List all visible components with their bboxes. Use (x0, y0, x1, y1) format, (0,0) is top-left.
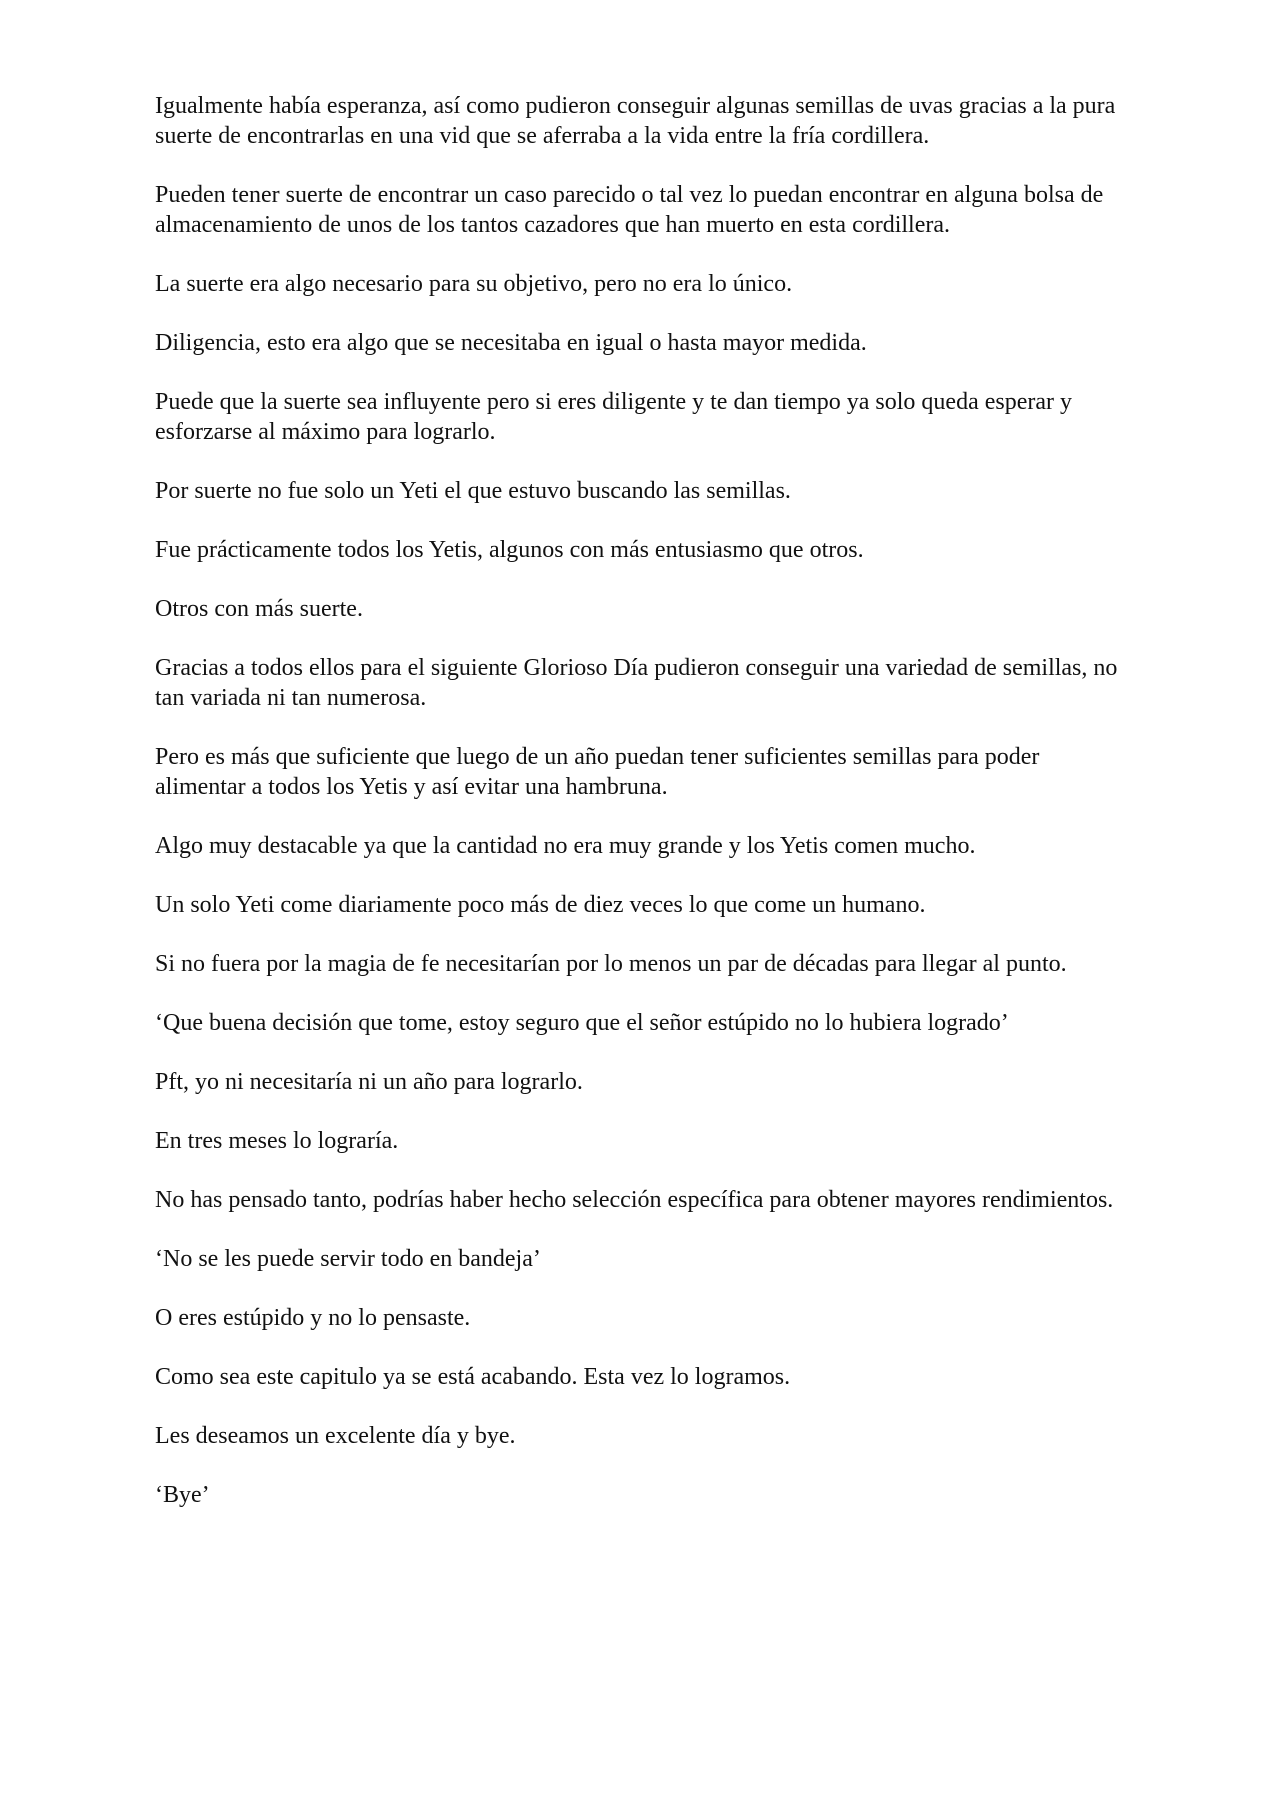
paragraph: En tres meses lo lograría. (155, 1128, 399, 1154)
paragraph: Pueden tener suerte de encontrar un caso parecido o tal vez lo puedan encontrar en alguna bolsa de almacenamiento de unos de los tantos cazadores que han muerto en esta cordillera. (155, 182, 1104, 238)
paragraph: Pero es más que suficiente que luego de un año puedan tener suficientes semillas para poder alimentar a todos los Yetis y así evitar una hambruna. (155, 744, 1040, 800)
paragraph: Algo muy destacable ya que la cantidad no era muy grande y los Yetis comen mucho. (155, 833, 976, 859)
paragraph: Les deseamos un excelente día y bye. (155, 1423, 516, 1449)
paragraph: ‘Bye’ (155, 1482, 210, 1508)
paragraph: Un solo Yeti come diariamente poco más de diez veces lo que come un humano. (155, 892, 926, 918)
paragraph: O eres estúpido y no lo pensaste. (155, 1305, 471, 1331)
paragraph: Pft, yo ni necesitaría ni un año para lograrlo. (155, 1069, 583, 1095)
paragraph: La suerte era algo necesario para su objetivo, pero no era lo único. (155, 271, 793, 297)
paragraph: Otros con más suerte. (155, 596, 363, 622)
body-text (155, 91, 1135, 1539)
paragraph: Como sea este capitulo ya se está acabando. Esta vez lo logramos. (155, 1364, 791, 1390)
paragraph: Puede que la suerte sea influyente pero si eres diligente y te dan tiempo ya solo queda esperar y esforzarse al máximo para lograrlo. (155, 389, 1073, 445)
paragraph: ‘Que buena decisión que tome, estoy seguro que el señor estúpido no lo hubiera logrado’ (155, 1010, 1009, 1036)
paragraph: Fue prácticamente todos los Yetis, algunos con más entusiasmo que otros. (155, 537, 864, 563)
paragraph: ‘No se les puede servir todo en bandeja’ (155, 1246, 541, 1272)
paragraph: Por suerte no fue solo un Yeti el que estuvo buscando las semillas. (155, 478, 791, 504)
paragraph: Gracias a todos ellos para el siguiente Glorioso Día pudieron conseguir una variedad de semillas, no tan variada ni tan numerosa. (155, 655, 1118, 711)
paragraph: Si no fuera por la magia de fe necesitarían por lo menos un par de décadas para llegar al punto. (155, 951, 1067, 977)
paragraph: Diligencia, esto era algo que se necesitaba en igual o hasta mayor medida. (155, 330, 867, 356)
paragraph: No has pensado tanto, podrías haber hecho selección específica para obtener mayores rendimientos. (155, 1187, 1114, 1213)
paragraph: Igualmente había esperanza, así como pudieron conseguir algunas semillas de uvas gracias a la pura suerte de encontrarlas en una vid que se aferraba a la vida entre la fría cordillera. (155, 93, 1116, 149)
